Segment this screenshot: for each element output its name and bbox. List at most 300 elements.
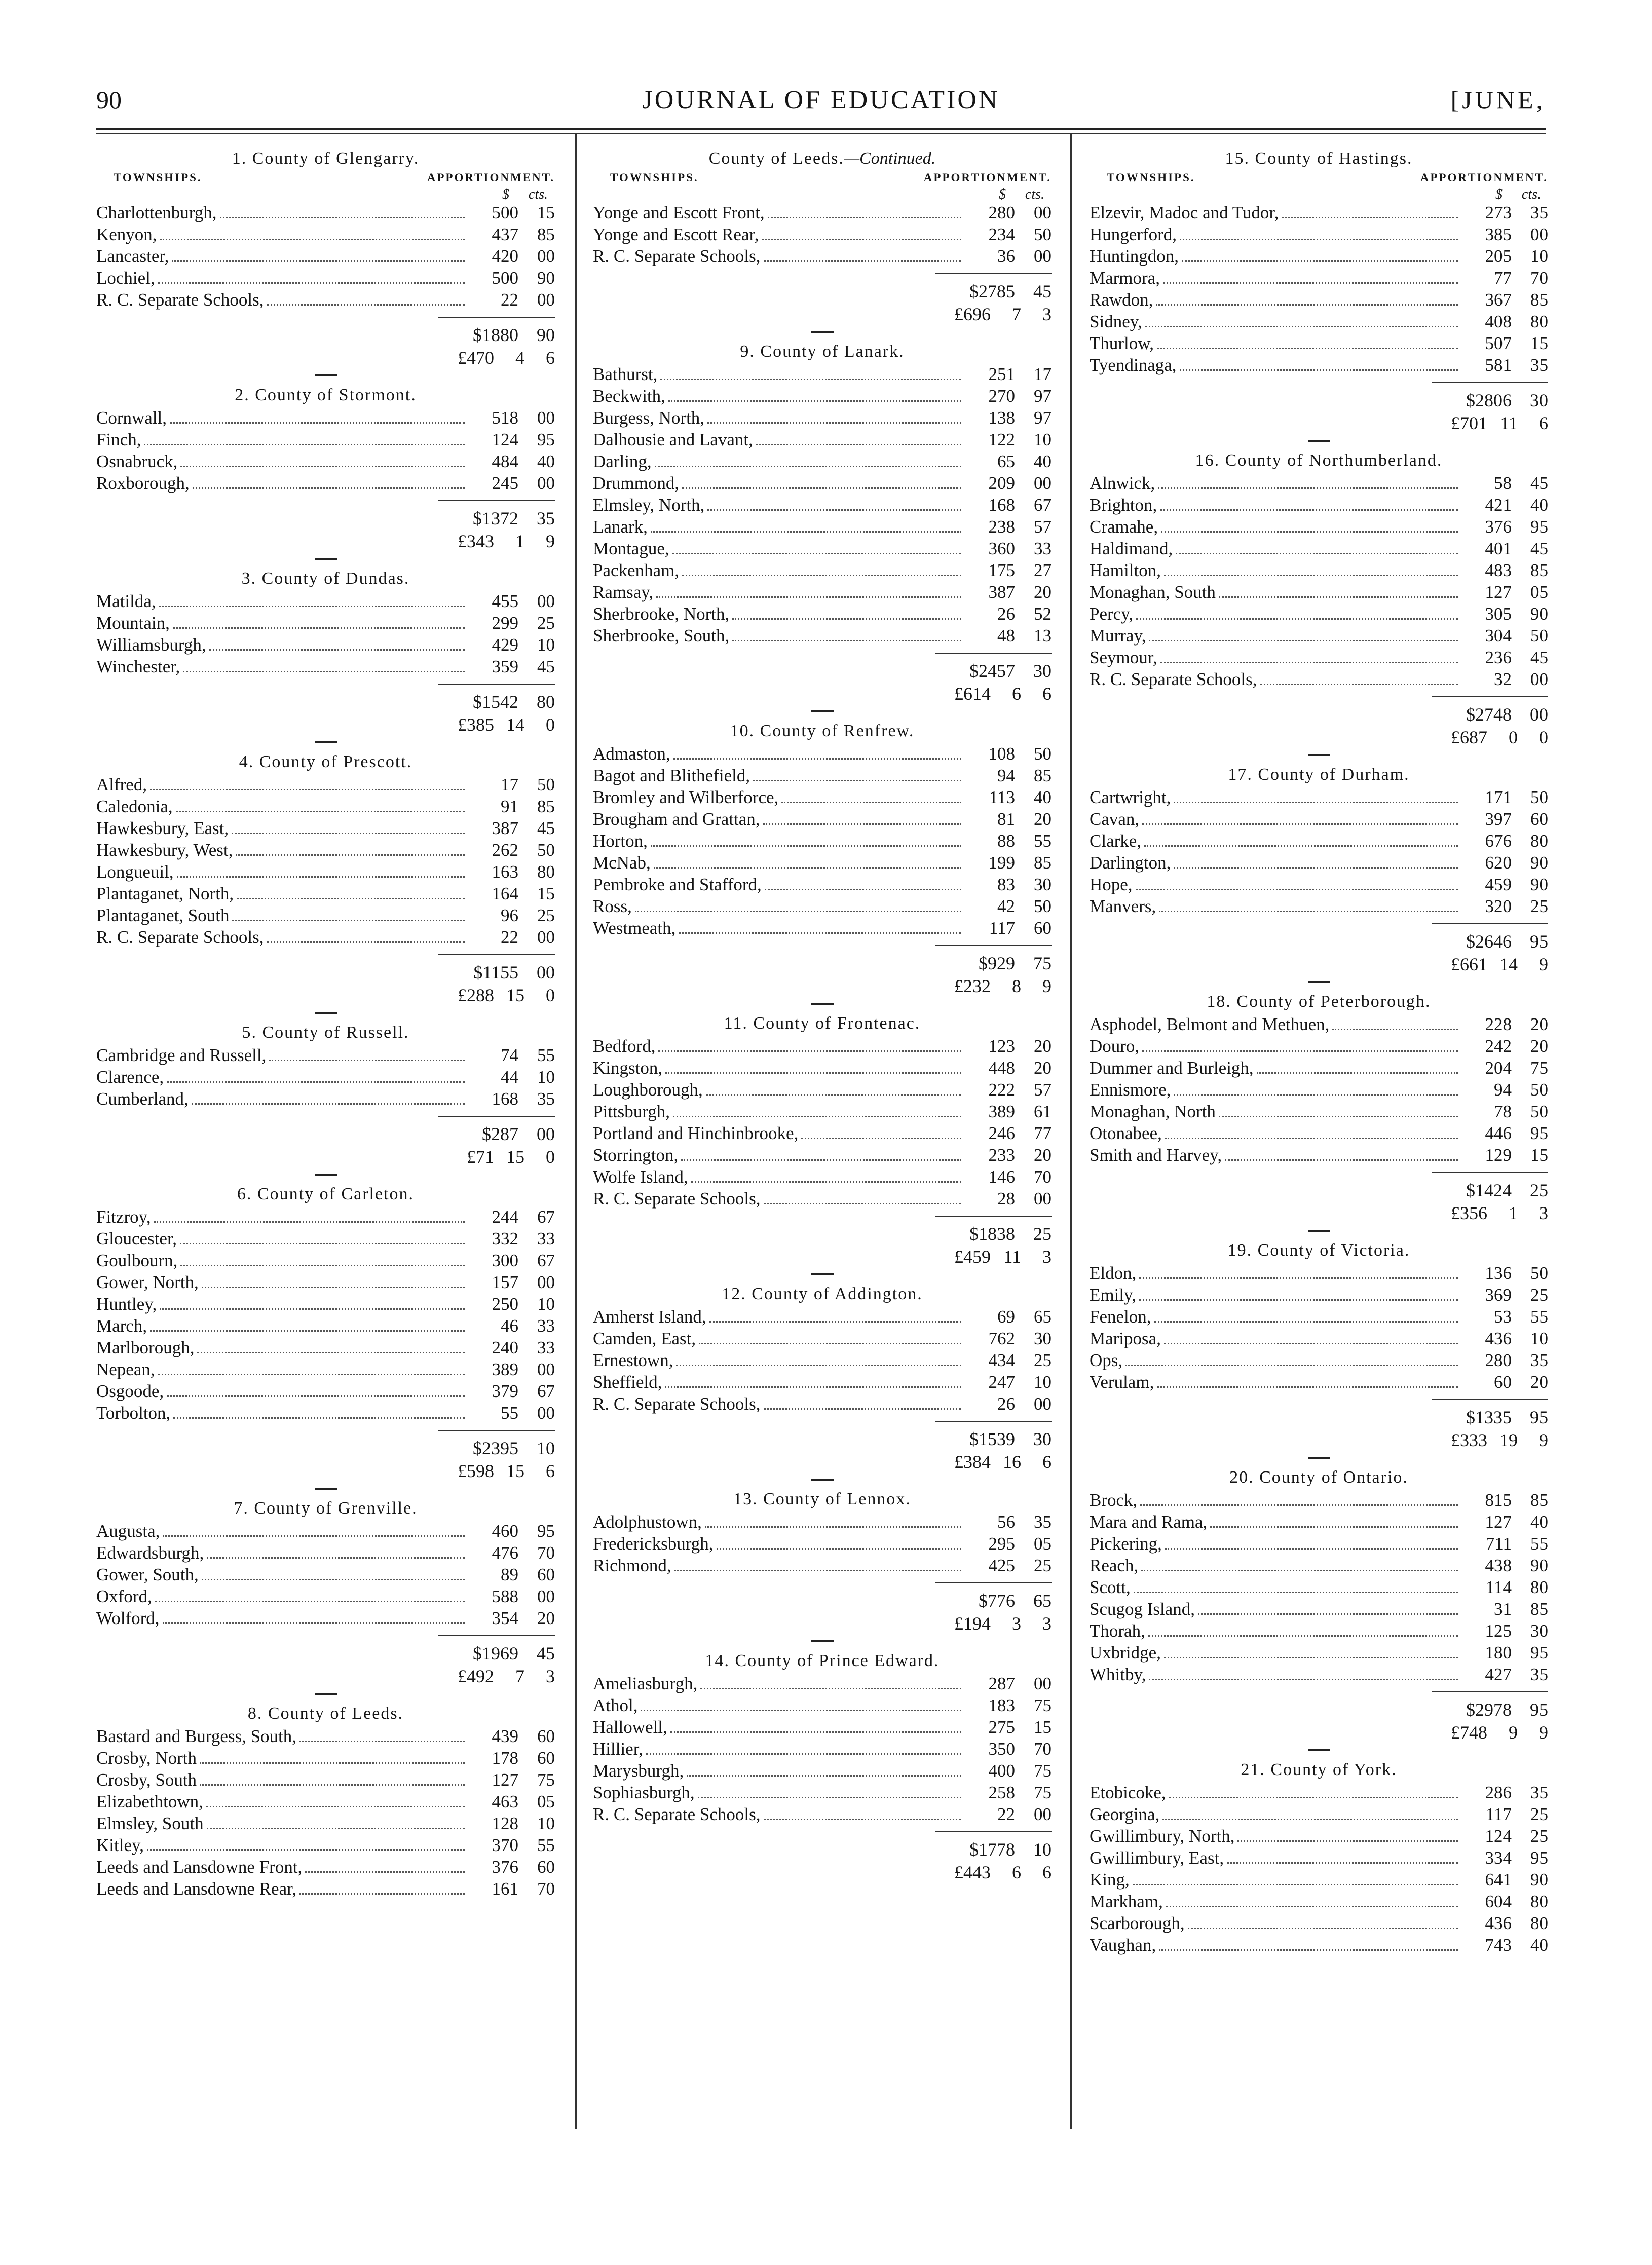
- township-row: [593, 1122, 1052, 1144]
- township-name: Darling,: [593, 451, 652, 471]
- township-row: [1090, 852, 1548, 874]
- county-name: 14. County of Prince Edward.: [705, 1651, 940, 1670]
- township-row: [593, 1306, 1052, 1328]
- amount-cents: 70: [1034, 1167, 1052, 1187]
- township-name: Crosby, North: [96, 1748, 197, 1768]
- amount-dollars: 436: [1485, 1329, 1512, 1348]
- total-dollars: $1838: [969, 1224, 1015, 1244]
- county-total: [1090, 1698, 1548, 1721]
- sterling-shillings: 6: [1012, 1862, 1021, 1882]
- sum-rule: [438, 954, 555, 955]
- township-row: [593, 429, 1052, 450]
- township-row: [593, 1144, 1052, 1166]
- township-name: Richmond,: [593, 1556, 671, 1575]
- amount-dollars: 168: [492, 1089, 518, 1109]
- township-name: Hawkesbury, West,: [96, 840, 233, 860]
- amount-cents: 55: [537, 1045, 555, 1065]
- dot-leader: [699, 1343, 961, 1344]
- township-row: [593, 1101, 1052, 1122]
- township-row: [1090, 223, 1548, 245]
- dot-leader: [1125, 1365, 1458, 1366]
- township-row: [593, 1166, 1052, 1188]
- township-row: [1090, 1782, 1548, 1803]
- township-name: Huntingdon,: [1090, 246, 1179, 266]
- dot-leader: [768, 217, 961, 218]
- township-name: Edwardsburgh,: [96, 1543, 204, 1563]
- county-name: 7. County of Grenville.: [234, 1499, 418, 1518]
- township-name: Darlington,: [1090, 853, 1171, 873]
- amount-dollars: 146: [988, 1167, 1015, 1187]
- county-name: 2. County of Stormont.: [235, 386, 417, 404]
- township-row: [593, 245, 1052, 267]
- county-section: [593, 1282, 1052, 1481]
- dot-leader: [1219, 596, 1458, 598]
- township-row: [96, 1250, 555, 1271]
- sum-rule: [935, 653, 1052, 654]
- township-name: Hillier,: [593, 1739, 643, 1759]
- sterling-total: [1090, 953, 1548, 976]
- dot-leader: [176, 811, 465, 812]
- dot-leader: [155, 1601, 465, 1602]
- amount-cents: 75: [1530, 1058, 1548, 1078]
- county-title: [96, 750, 555, 774]
- amount-cents: 50: [1034, 896, 1052, 916]
- amount-cents: 15: [1530, 333, 1548, 353]
- sterling-pence: 9: [546, 531, 555, 551]
- dot-leader: [764, 1203, 961, 1204]
- amount-dollars: 446: [1485, 1123, 1512, 1143]
- township-row: [593, 581, 1052, 603]
- sterling-total: [1090, 1201, 1548, 1225]
- township-row: [96, 267, 555, 289]
- dot-leader: [150, 1330, 465, 1332]
- township-name: Georgina,: [1090, 1804, 1160, 1824]
- township-name: Tyendinaga,: [1090, 355, 1177, 375]
- amount-cents: 80: [1530, 1892, 1548, 1911]
- amount-dollars: 401: [1485, 539, 1512, 558]
- amount-cents: 95: [1530, 1123, 1548, 1143]
- township-row: [96, 1066, 555, 1088]
- township-name: Etobicoke,: [1090, 1783, 1166, 1802]
- county-name: 12. County of Addington.: [722, 1285, 923, 1303]
- amount-cents: 85: [537, 797, 555, 816]
- sterling-pounds: £598: [458, 1461, 494, 1481]
- township-name: Huntley,: [96, 1294, 157, 1314]
- amount-dollars: 389: [492, 1360, 518, 1379]
- dot-leader: [1154, 1321, 1458, 1323]
- township-name: March,: [96, 1316, 147, 1336]
- amount-dollars: 762: [988, 1329, 1015, 1348]
- township-name: Scott,: [1090, 1577, 1131, 1597]
- sterling-pounds: £701: [1451, 413, 1487, 433]
- county-total: [593, 660, 1052, 682]
- total-dollars: $929: [979, 953, 1015, 973]
- sterling-pence: 9: [1042, 976, 1052, 996]
- township-row: [96, 1402, 555, 1424]
- sterling-total: [593, 1245, 1052, 1268]
- township-row: [96, 1878, 555, 1900]
- township-row: [96, 1769, 555, 1791]
- dot-leader: [646, 1753, 961, 1755]
- dot-leader: [305, 1871, 465, 1873]
- township-row: [96, 1564, 555, 1586]
- amount-cents: 60: [537, 1565, 555, 1584]
- dot-leader: [1139, 1299, 1458, 1301]
- county-name: 1. County of Glengarry.: [232, 149, 420, 168]
- amount-cents: 60: [1530, 809, 1548, 829]
- dot-leader: [676, 1365, 961, 1366]
- amount-dollars: 55: [501, 1403, 518, 1423]
- amount-dollars: 44: [501, 1067, 518, 1087]
- amount-dollars: 387: [492, 818, 518, 838]
- amount-dollars: 53: [1494, 1307, 1512, 1327]
- sterling-total: [1090, 1428, 1548, 1452]
- township-row: [593, 1782, 1052, 1803]
- section-separator: [1308, 1749, 1330, 1751]
- amount-dollars: 280: [1485, 1350, 1512, 1370]
- amount-cents: 85: [1034, 853, 1052, 873]
- sterling-total: [96, 1459, 555, 1483]
- county-name: 21. County of York.: [1241, 1760, 1397, 1779]
- sterling-pounds: £687: [1451, 727, 1487, 747]
- amount-cents: 00: [537, 1360, 555, 1379]
- total-dollars: $1539: [969, 1429, 1015, 1449]
- amount-cents: 30: [1034, 1329, 1052, 1348]
- county-section: [96, 384, 555, 560]
- township-name: Cartwright,: [1090, 787, 1171, 807]
- township-name: Manvers,: [1090, 896, 1156, 916]
- total-cents: 10: [1033, 1839, 1052, 1860]
- dot-leader: [1136, 618, 1458, 620]
- township-row: [1090, 874, 1548, 895]
- sterling-total: [593, 303, 1052, 326]
- dot-leader: [764, 1819, 961, 1820]
- township-name: Marmora,: [1090, 268, 1160, 288]
- township-row: [1090, 202, 1548, 223]
- amount-cents: 00: [1530, 224, 1548, 244]
- journal-title: JOURNAL OF EDUCATION: [642, 86, 1000, 115]
- section-separator: [1308, 1457, 1330, 1459]
- dot-leader: [1182, 260, 1458, 262]
- township-row: [1090, 1825, 1548, 1847]
- township-row: [1090, 289, 1548, 311]
- amount-dollars: 379: [492, 1381, 518, 1401]
- cents-unit: cts.: [1521, 186, 1541, 202]
- amount-cents: 80: [1530, 1577, 1548, 1597]
- sterling-pence: 3: [546, 1666, 555, 1686]
- county-title: [593, 1282, 1052, 1306]
- dot-leader: [687, 1775, 961, 1777]
- county-title: [96, 567, 555, 590]
- amount-cents: 97: [1034, 408, 1052, 428]
- township-row: [593, 1328, 1052, 1349]
- township-name: Finch,: [96, 430, 141, 449]
- section-separator: [811, 1640, 834, 1642]
- township-row: [593, 765, 1052, 786]
- amount-dollars: 250: [492, 1294, 518, 1314]
- dot-leader: [1142, 1050, 1458, 1052]
- amount-dollars: 455: [492, 591, 518, 611]
- amount-cents: 10: [1034, 1372, 1052, 1392]
- sterling-pence: 0: [546, 985, 555, 1005]
- amount-dollars: 204: [1485, 1058, 1512, 1078]
- county-section: [593, 1649, 1052, 1884]
- township-name: Burgess, North,: [593, 408, 705, 428]
- township-name: Gower, North,: [96, 1272, 199, 1292]
- total-dollars: $1969: [473, 1643, 518, 1664]
- amount-cents: 90: [1530, 1870, 1548, 1890]
- township-row: [96, 1206, 555, 1228]
- currency-units: [593, 186, 1052, 202]
- dot-leader: [635, 911, 961, 912]
- dot-leader: [705, 1526, 961, 1528]
- township-name: Nepean,: [96, 1360, 155, 1379]
- township-name: Wolfe Island,: [593, 1167, 688, 1187]
- dot-leader: [173, 1417, 465, 1419]
- amount-cents: 20: [537, 1608, 555, 1628]
- township-row: [96, 796, 555, 817]
- township-name: Bromley and Wilberforce,: [593, 787, 779, 807]
- township-name: Elmsley, South: [96, 1814, 204, 1833]
- total-cents: 95: [1530, 1700, 1548, 1720]
- township-row: [593, 559, 1052, 581]
- amount-dollars: 385: [1485, 224, 1512, 244]
- amount-dollars: 354: [492, 1608, 518, 1628]
- amount-cents: 90: [1530, 604, 1548, 624]
- amount-cents: 40: [1530, 495, 1548, 515]
- county-section: [96, 567, 555, 743]
- amount-dollars: 22: [501, 927, 518, 947]
- dot-leader: [682, 487, 961, 489]
- sterling-total: [1090, 411, 1548, 435]
- county-name: 5. County of Russell.: [242, 1023, 409, 1042]
- amount-dollars: 222: [988, 1080, 1015, 1100]
- total-dollars: $1335: [1466, 1407, 1512, 1427]
- amount-dollars: 117: [989, 918, 1015, 938]
- sterling-pounds: £343: [458, 531, 494, 551]
- county-section: [1090, 1239, 1548, 1459]
- township-name: Asphodel, Belmont and Methuen,: [1090, 1014, 1330, 1034]
- dot-leader: [163, 1535, 465, 1537]
- township-row: [1090, 1122, 1548, 1144]
- county-section: [593, 720, 1052, 1005]
- township-row: [1090, 1912, 1548, 1934]
- dot-leader: [654, 867, 961, 869]
- amount-cents: 40: [1530, 1935, 1548, 1955]
- sterling-total: [96, 346, 555, 369]
- amount-dollars: 123: [988, 1036, 1015, 1056]
- township-name: Sidney,: [1090, 312, 1142, 331]
- sterling-shillings: 15: [506, 1147, 524, 1167]
- sum-rule: [935, 1421, 1052, 1422]
- amount-cents: 25: [537, 613, 555, 633]
- sum-rule: [935, 1831, 1052, 1832]
- amount-cents: 50: [1034, 224, 1052, 244]
- amount-dollars: 360: [988, 539, 1015, 558]
- dot-leader: [1198, 1613, 1458, 1615]
- amount-cents: 00: [537, 473, 555, 493]
- sterling-pounds: £492: [458, 1666, 494, 1686]
- townships-heading: TOWNSHIPS.: [114, 171, 202, 184]
- township-row: [96, 926, 555, 948]
- county-section: [96, 1497, 555, 1695]
- township-row: [593, 1079, 1052, 1101]
- county-name: 18. County of Peterborough.: [1207, 992, 1431, 1011]
- amount-cents: 52: [1034, 604, 1052, 624]
- amount-cents: 25: [537, 905, 555, 925]
- total-dollars: $776: [979, 1591, 1015, 1611]
- township-row: [96, 1315, 555, 1337]
- township-row: [1090, 1101, 1548, 1122]
- township-row: [1090, 647, 1548, 668]
- amount-cents: 10: [537, 635, 555, 655]
- sterling-total: [1090, 1721, 1548, 1744]
- dot-leader: [1188, 1928, 1458, 1929]
- sterling-total: [96, 713, 555, 736]
- township-row: [1090, 603, 1548, 625]
- township-name: Osnabruck,: [96, 451, 178, 471]
- amount-cents: 50: [1034, 744, 1052, 764]
- section-separator: [1308, 981, 1330, 983]
- sterling-pence: 0: [1539, 727, 1548, 747]
- amount-dollars: 136: [1485, 1263, 1512, 1283]
- township-row: [96, 1791, 555, 1813]
- township-row: [1090, 830, 1548, 852]
- township-name: Montague,: [593, 539, 669, 558]
- townships-heading: TOWNSHIPS.: [610, 171, 699, 184]
- currency-units: [96, 186, 555, 202]
- county-title: [96, 1497, 555, 1520]
- township-row: [593, 1393, 1052, 1415]
- sterling-shillings: 0: [1509, 727, 1518, 747]
- county-total: [96, 1437, 555, 1459]
- dot-leader: [1176, 553, 1458, 554]
- dot-leader: [209, 649, 465, 651]
- county-title: [1090, 1758, 1548, 1782]
- township-name: Bastard and Burgess, South,: [96, 1726, 297, 1746]
- township-row: [96, 839, 555, 861]
- county-title: [96, 1021, 555, 1044]
- township-name: Gower, South,: [96, 1565, 199, 1584]
- township-row: [96, 817, 555, 839]
- amount-cents: 40: [1034, 787, 1052, 807]
- amount-dollars: 367: [1485, 290, 1512, 310]
- sterling-shillings: 11: [1500, 413, 1518, 433]
- dot-leader: [1257, 1072, 1458, 1074]
- township-name: Bathurst,: [593, 364, 658, 384]
- sterling-shillings: 11: [1003, 1247, 1021, 1267]
- amount-cents: 00: [1034, 473, 1052, 493]
- amount-cents: 00: [1034, 203, 1052, 222]
- sterling-pounds: £696: [954, 304, 991, 324]
- dot-leader: [173, 627, 465, 629]
- amount-dollars: 275: [988, 1717, 1015, 1737]
- column-headings: [593, 170, 1052, 186]
- total-dollars: $1542: [473, 692, 518, 712]
- amount-cents: 10: [537, 1294, 555, 1314]
- amount-cents: 75: [1034, 1695, 1052, 1715]
- township-name: Wolford,: [96, 1608, 160, 1628]
- sterling-total: [96, 1145, 555, 1168]
- dot-leader: [1149, 640, 1458, 641]
- dot-leader: [698, 1797, 961, 1798]
- amount-cents: 35: [537, 1089, 555, 1109]
- amount-dollars: 238: [988, 517, 1015, 537]
- dot-leader: [691, 1181, 961, 1183]
- dot-leader: [673, 1116, 961, 1117]
- dot-leader: [1180, 369, 1458, 371]
- sterling-pounds: £232: [954, 976, 991, 996]
- dollar-unit: $: [1495, 186, 1503, 202]
- township-row: [1090, 516, 1548, 538]
- township-row: [96, 1228, 555, 1250]
- amount-dollars: 408: [1485, 312, 1512, 331]
- amount-dollars: 359: [492, 657, 518, 676]
- section-separator: [315, 374, 337, 376]
- sterling-pence: 0: [546, 1147, 555, 1167]
- amount-cents: 50: [1530, 1080, 1548, 1100]
- township-name: Alnwick,: [1090, 473, 1155, 493]
- total-cents: 30: [1033, 1429, 1052, 1449]
- township-row: [593, 808, 1052, 830]
- township-name: Bagot and Blithefield,: [593, 766, 750, 785]
- county-total: [96, 324, 555, 346]
- amount-cents: 70: [537, 1879, 555, 1899]
- amount-cents: 00: [1034, 1394, 1052, 1414]
- township-row: [593, 1035, 1052, 1057]
- amount-dollars: 244: [492, 1207, 518, 1227]
- county-title: [593, 1012, 1052, 1035]
- township-row: [96, 1586, 555, 1607]
- column-divider: [1070, 133, 1072, 2129]
- amount-dollars: 376: [1485, 517, 1512, 537]
- amount-cents: 30: [1530, 1621, 1548, 1641]
- total-dollars: $2806: [1466, 390, 1512, 410]
- dot-leader: [732, 618, 961, 620]
- total-dollars: $2395: [473, 1438, 518, 1458]
- dot-leader: [232, 920, 465, 921]
- township-row: [96, 429, 555, 450]
- township-row: [1090, 1664, 1548, 1685]
- amount-cents: 05: [1530, 582, 1548, 602]
- township-name: Charlottenburgh,: [96, 203, 217, 222]
- township-row: [96, 634, 555, 656]
- total-cents: 00: [1530, 704, 1548, 725]
- amount-dollars: 258: [988, 1783, 1015, 1802]
- township-name: Rawdon,: [1090, 290, 1153, 310]
- dot-leader: [763, 823, 962, 825]
- sterling-total: [593, 1450, 1052, 1474]
- amount-cents: 25: [1530, 1826, 1548, 1846]
- dot-leader: [177, 876, 465, 878]
- dot-leader: [1165, 1138, 1458, 1139]
- township-name: Vaughan,: [1090, 1935, 1156, 1955]
- township-row: [96, 883, 555, 904]
- county-total: [96, 1642, 555, 1665]
- township-name: Lanark,: [593, 517, 648, 537]
- dot-leader: [1227, 1862, 1458, 1864]
- amount-cents: 17: [1034, 364, 1052, 384]
- township-name: Horton,: [593, 831, 648, 851]
- sterling-pounds: £333: [1451, 1430, 1487, 1450]
- township-name: Adolphustown,: [593, 1512, 702, 1532]
- amount-cents: 80: [537, 862, 555, 882]
- township-row: [593, 363, 1052, 385]
- dot-leader: [732, 640, 961, 641]
- amount-cents: 20: [1034, 582, 1052, 602]
- county-section: [1090, 763, 1548, 983]
- township-row: [593, 1371, 1052, 1393]
